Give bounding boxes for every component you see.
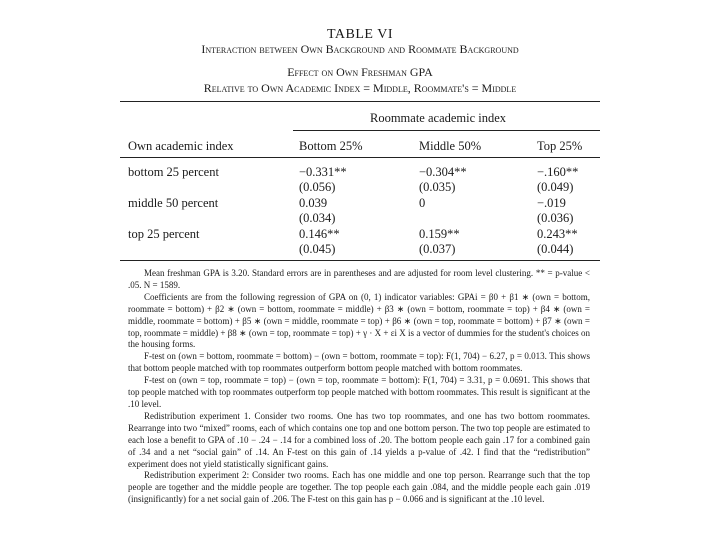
se-cell: (0.034) — [299, 211, 336, 225]
se-cell: (0.049) — [537, 180, 574, 194]
coef-cell: 0 — [419, 196, 426, 210]
row-label: top 25 percent — [128, 227, 200, 241]
row-header: Own academic index — [128, 139, 234, 153]
spanner-rule — [293, 130, 600, 131]
effect-title: Effect on Own Freshman GPA — [287, 65, 433, 79]
coef-cell: 0.159** — [419, 227, 460, 241]
coef-cell: −0.331** — [299, 165, 347, 179]
column-header: Bottom 25% — [299, 139, 363, 153]
coef-cell: −0.304** — [419, 165, 467, 179]
se-cell: (0.036) — [537, 211, 574, 225]
header-rule — [120, 157, 600, 158]
table-notes — [128, 268, 590, 506]
note-paragraph: Coefficients are from the following regression of GPA on (0, 1) indicator variables: GPAi = β0 + β1 ∗ (own = bottom, roommate = bottom) + β2 ∗ (own = bottom, roommate = middle) + β3 ∗ (own = bottom, roommate = top) + β4 ∗ (own = middle, roommate = bottom) + β5 ∗ (own = middle, roommate = top) + β6 ∗ (own = top, roommate = bottom) + β7 ∗ (own = top, roommate = middle) + β8 ∗ (own = top, roommate = top) + γ · X + εi X is a vector of dummies for the student's choices on the housing forms. — [128, 291, 590, 350]
note-paragraph: F-test on (own = bottom, roommate = bottom) − (own = bottom, roommate = top): F(1, 704) − 6.27, p = 0.013. This shows that bottom people matched with top roommates outperform bottom people matched with bottom roommates. — [128, 351, 590, 374]
spanner-header: Roommate academic index — [370, 111, 507, 125]
column-header: Middle 50% — [419, 139, 482, 153]
row-label: bottom 25 percent — [128, 165, 219, 179]
note-paragraph: F-test on (own = top, roommate = top) − (own = top, roommate = bottom): F(1, 704) = 3.31, p = 0.0691. This shows that top people matched with top roommates outperform top people matched with bottom roommates. This result is significant at the .10 level. — [128, 375, 590, 409]
se-cell: (0.045) — [299, 242, 336, 256]
table-subtitle: Interaction between Own Background and Roommate Background — [201, 42, 519, 56]
row-label: middle 50 percent — [128, 196, 219, 210]
relative-title: Relative to Own Academic Index = Middle, Roommate's = Middle — [203, 81, 517, 95]
note-paragraph: Redistribution experiment 2: Consider two rooms. Each has one middle and one top person. Rearrange such that the top people are together and the middle people are together. The top people each gain .084, and the middle people each gain .019 (insignificantly) for a net social gain of .206. The F-test on this gain has p − 0.066 and is significant at the .10 level. — [128, 470, 590, 505]
bottom-rule — [120, 260, 600, 261]
note-paragraph: Mean freshman GPA is 3.20. Standard errors are in parentheses and are adjusted for room level clustering. ** = p-value < .05. N = 1589. — [128, 268, 590, 290]
coef-cell: −.019 — [537, 196, 566, 210]
table-number: TABLE VI — [326, 27, 393, 42]
top-rule — [120, 101, 600, 102]
se-cell: (0.037) — [419, 242, 456, 256]
coef-cell: −.160** — [537, 165, 579, 179]
coef-cell: 0.039 — [299, 196, 328, 210]
se-cell: (0.035) — [419, 180, 456, 194]
coef-cell: 0.243** — [537, 227, 578, 241]
coef-cell: 0.146** — [299, 227, 340, 241]
column-header: Top 25% — [537, 139, 583, 153]
note-paragraph: Redistribution experiment 1. Consider two rooms. One has two top roommates, and one has two bottom roommates. Rearrange into two “mixed” rooms, each of which contains one top and one bottom person. The two top people are estimated to each lose a benefit to GPA of .10 − .24 − .14 for a combined loss of .20. The bottom people each gain .17 for a combined gain of .34 and a net “social gain” of .14. An F-test on this gain of .14 yields a p-value of .42. I find that the “redistribution” experiment does not yield statistically significant gains. — [128, 410, 590, 469]
se-cell: (0.044) — [537, 242, 574, 256]
se-cell: (0.056) — [299, 180, 336, 194]
